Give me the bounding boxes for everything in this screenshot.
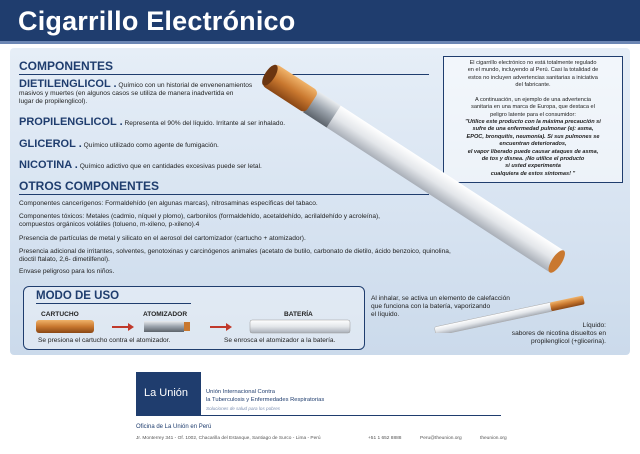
- atomizer-small: [144, 321, 184, 332]
- component-dietilenglicol: DIETILENGLICOL . Químico con un historial de envenenamientos: [19, 78, 253, 90]
- office-email[interactable]: Peru@theunion.org: [420, 436, 462, 441]
- usage-steps: [30, 317, 360, 337]
- modo-rule: [36, 303, 191, 304]
- page-title: Cigarrillo Electrónico: [18, 6, 296, 36]
- footer-rule: [201, 415, 501, 416]
- caption-step1: Se presiona el cartucho contra el atomizador.: [38, 337, 171, 344]
- warning-intro: A continuación, un ejemplo de una advertencia sanitaria en una marca de Europa, que destaca el peligro latente para el consumidor:: [471, 97, 595, 118]
- label-atomizador: ATOMIZADOR: [143, 311, 188, 318]
- otros-line: Presencia adicional de irritantes, solventes, genotoxinas y carcinógenos animales (acetato de butilo, carbonato de dietilo, ácido benzoico, quinolina,: [19, 248, 451, 255]
- office-title: Oficina de La Unión en Perú: [136, 424, 212, 430]
- otros-line: Componentes tóxicos: Metales (cadmio, níquel y plomo), carbonilos (formaldehído, acetaldehído, acrilaldehído y acroleína),: [19, 213, 381, 220]
- otros-line: Componentes cancerígenos: Formaldehído (en algunas marcas), nitrosaminas específicas del tabaco.: [19, 200, 318, 207]
- label-bateria: BATERÍA: [284, 311, 313, 318]
- la-union-logo: La Unión: [136, 372, 201, 416]
- otros-heading: OTROS COMPONENTES: [19, 179, 160, 193]
- modo-heading: MODO DE USO: [36, 290, 120, 302]
- component-propilenglicol: PROPILENGLICOL . Representa el 90% del líquido. Irritante al ser inhalado.: [19, 116, 286, 128]
- inhale-text: Al inhalar, se activa un elemento de calefacción que funciona con la batería, vaporizando el líquido.: [371, 295, 510, 318]
- office-phone: +51 1 652 8888: [368, 436, 402, 441]
- org-slogan: Soluciones de salud para los pobres: [206, 406, 281, 411]
- arrow-head-icon: [226, 323, 232, 331]
- inhale-cartridge: [550, 295, 585, 311]
- otros-line: compuestos orgánicos volátiles (tolueno, m-xileno, p-xileno).4: [19, 221, 200, 228]
- e-cigarette-illustration: [255, 50, 600, 280]
- component-nicotina: NICOTINA . Químico adictivo que en cantidades excesivas puede ser letal.: [19, 159, 262, 171]
- org-name-line1: Unión Internacional Contra: [206, 389, 275, 395]
- battery-body: [324, 104, 565, 273]
- otros-line: Presencia de partículas de metal y silicato en el aerosol del cartomizador (cartucho + atomizador).: [19, 235, 306, 242]
- caption-step2: Se enrosca el atomizador a la batería.: [224, 337, 336, 344]
- regulation-text: El cigarrillo electrónico no está totalmente regulado en el mundo, incluyendo al Perú. Casi la totalidad de estos no incluyen advertencias sanitarias a iniciativa del fabricante.: [467, 60, 599, 89]
- warning-quote: "Utilice este producto con la máxima precaución si sufre de una enfermedad pulmonar (ej: asma, EPOC, bronquitis, neumonía). Si sus pulmones se encuentran deteriorados, el vapor liberado puede causar ataques de asma, de tos y disnea. ¡No utilice el producto si usted experimenta cualquiera de estos síntomas! ": [465, 119, 601, 177]
- office-address: Jr. Monterrey 341 - Of. 1002, Chacarilla del Estanque, Santiago de Surco - Lima - Perú: [136, 436, 321, 441]
- component-glicerol: GLICEROL . Químico utilizado como agente de fumigación.: [19, 138, 219, 150]
- label-cartucho: CARTUCHO: [41, 311, 79, 318]
- otros-line: dioctil ftalato, 2,6- dimetilfenol).: [19, 256, 110, 263]
- org-name-line2: la Tuberculosis y Enfermedades Respiratorias: [206, 397, 325, 403]
- header-bar: [0, 0, 640, 44]
- cartridge-small: [36, 320, 94, 333]
- otros-line: Envase peligroso para los niños.: [19, 268, 115, 275]
- battery-small: [250, 320, 350, 333]
- component-dietilenglicol-line3: lugar de propilenglicol).: [19, 98, 88, 105]
- header-stripe: [0, 41, 640, 44]
- atomizer-connector: [184, 322, 190, 331]
- component-dietilenglicol-line2: masivos y muertes (en algunos casos se utiliza de manera inadvertida en: [19, 90, 234, 97]
- liquid-text: Líquido: sabores de nicotina disueltos en propilenglicol (+glicerina).: [511, 322, 606, 345]
- componentes-heading: COMPONENTES: [19, 59, 114, 73]
- arrow-head-icon: [128, 323, 134, 331]
- office-website[interactable]: theunion.org: [480, 436, 507, 441]
